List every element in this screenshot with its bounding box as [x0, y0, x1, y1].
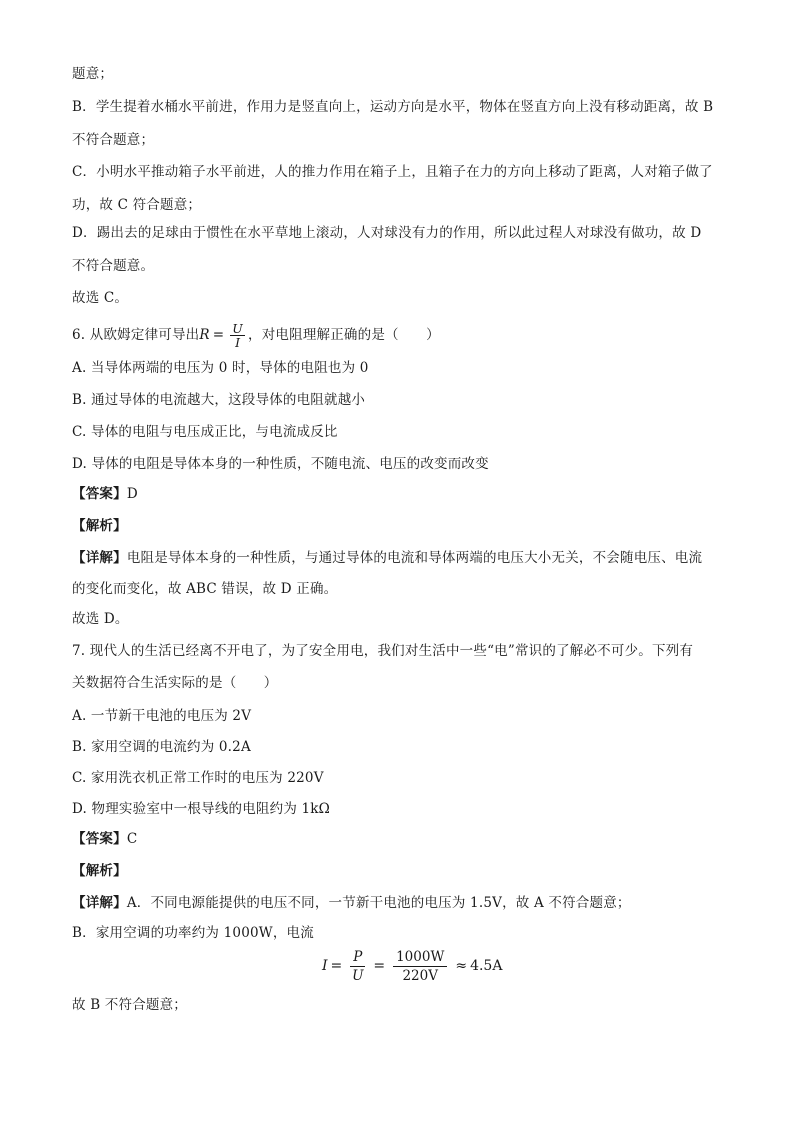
option-b: B. 家用空调的电流约为 0.2A: [72, 739, 251, 755]
equals-sign: =: [330, 958, 343, 974]
option-d: D. 物理实验室中一根导线的电阻约为 1kΩ: [72, 801, 331, 817]
text-line: 故选 C。: [72, 290, 129, 306]
fraction-denominator: 220V: [402, 967, 438, 984]
text-line: C．小明水平推动箱子水平前进，人的推力作用在箱子上，且箱子在力的方向上移动了距离，人对箱子做了: [72, 164, 713, 180]
text-line: 的变化而变化，故 ABC 错误，故 D 正确。: [72, 581, 338, 597]
fraction-numerator: U: [232, 321, 244, 336]
analysis-tag: 【解析】: [72, 863, 127, 879]
question-6-stem: [72, 322, 732, 349]
detail-text: A．不同电源能提供的电压不同，一节新干电池的电压为 1.5V，故 A 不符合题意；: [126, 895, 631, 911]
answer-tag: 【答案】: [72, 831, 127, 847]
detail-line: [72, 548, 732, 568]
option-d: D. 导体的电阻是导体本身的一种性质，不随电流、电压的改变而改变: [72, 456, 489, 472]
option-b: B. 通过导体的电流越大，这段导体的电阻就越小: [72, 392, 366, 408]
detail-text: 电阻是导体本身的一种性质，与通过导体的电流和导体两端的电压大小无关，不会随电压、电流: [126, 550, 703, 566]
approx-sign: ≈: [455, 958, 468, 974]
analysis-tag: 【解析】: [72, 518, 127, 534]
text-line: 关数据符合生活实际的是（ ）: [72, 675, 278, 691]
answer-tag: 【答案】: [72, 486, 127, 502]
detail-line: [72, 893, 732, 913]
formula-lhs: I: [322, 958, 328, 974]
fraction-numerator: P: [350, 948, 365, 967]
formula-result: 4.5A: [470, 958, 503, 974]
power-voltage-fraction: [350, 948, 365, 985]
text-line: B．家用空调的功率约为 1000W，电流: [72, 925, 314, 941]
text-line: 题意；: [72, 66, 114, 82]
fraction-denominator: U: [352, 967, 364, 984]
text-line: 故选 D。: [72, 611, 129, 627]
formula-r: R: [199, 327, 210, 343]
ohm-fraction: [230, 322, 245, 349]
text-line: 功，故 C 符合题意；: [72, 197, 202, 213]
current-formula: [322, 944, 502, 988]
text-line: 不符合题意；: [72, 132, 155, 148]
answer-line: [72, 484, 732, 504]
q6-suffix: ，对电阻理解正确的是（ ）: [248, 327, 440, 343]
option-c: C. 家用洗衣机正常工作时的电压为 220V: [72, 770, 324, 786]
text-line: D．踢出去的足球由于惯性在水平草地上滚动，人对球没有力的作用，所以此过程人对球没有做功，故 D: [72, 225, 702, 241]
fraction-numerator: 1000W: [393, 948, 447, 967]
option-a: A. 当导体两端的电压为 0 时，导体的电阻也为 0: [72, 360, 369, 376]
equals-sign: =: [373, 958, 386, 974]
option-a: A. 一节新干电池的电压为 2V: [72, 708, 252, 724]
numeric-fraction: [393, 948, 447, 985]
answer-value: C: [126, 831, 138, 847]
answer-value: D: [126, 486, 138, 502]
text-line: B．学生提着水桶水平前进，作用力是竖直向上，运动方向是水平，物体在竖直方向上没有移动距离，故 B: [72, 99, 714, 115]
detail-tag: 【详解】: [72, 895, 127, 911]
q6-prefix: 6. 从欧姆定律可导出: [72, 327, 200, 343]
text-line: 不符合题意。: [72, 258, 155, 274]
detail-tag: 【详解】: [72, 550, 127, 566]
equals-sign: =: [212, 327, 225, 343]
option-c: C. 导体的电阻与电压成正比，与电流成反比: [72, 424, 338, 440]
fraction-denominator: I: [235, 335, 241, 350]
question-7-stem: 7. 现代人的生活已经离不开电了，为了安全用电，我们对生活中一些“电”常识的了解必不可少。下列有: [72, 643, 694, 659]
answer-line: [72, 829, 732, 849]
text-line: 故 B 不符合题意；: [72, 997, 188, 1013]
